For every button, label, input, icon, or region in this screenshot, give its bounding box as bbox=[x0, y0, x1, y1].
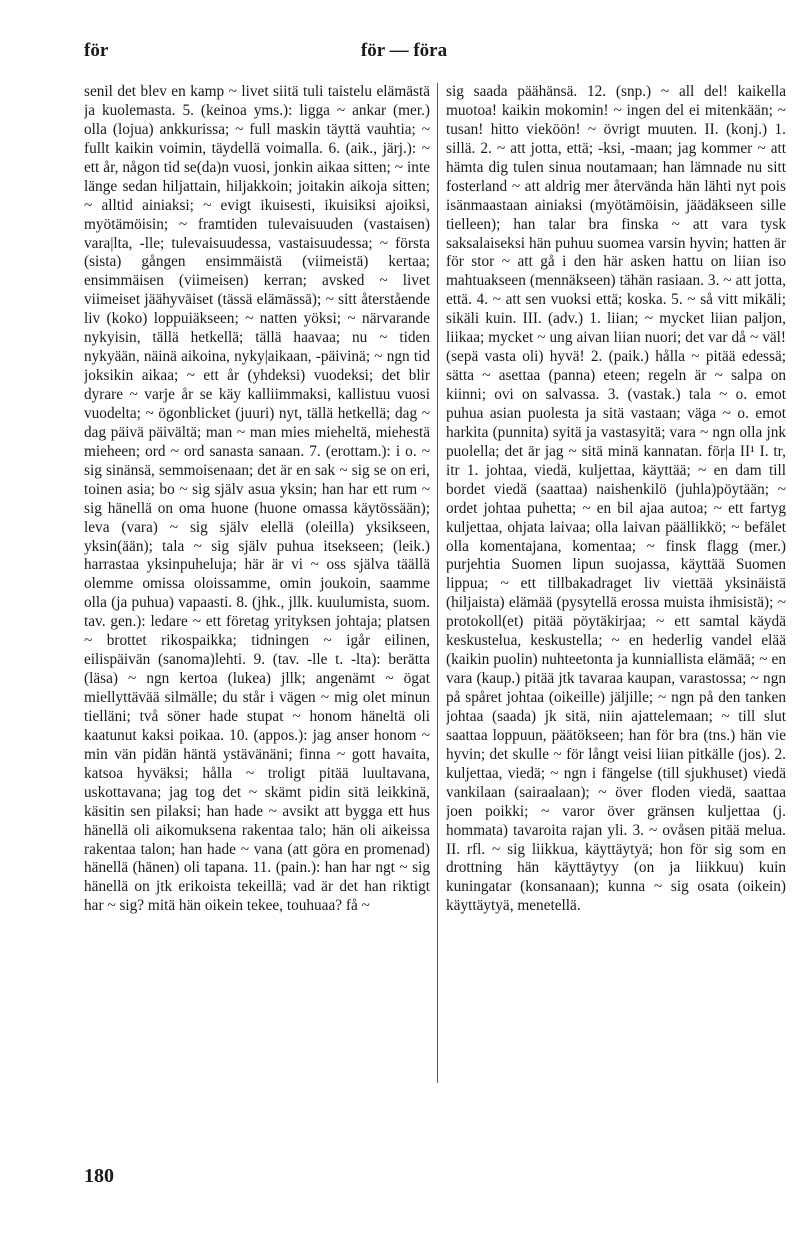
right-column bbox=[446, 83, 786, 1083]
page-header bbox=[0, 40, 808, 70]
page-number: 180 bbox=[84, 1165, 114, 1187]
running-head-left: för bbox=[84, 40, 109, 61]
column-divider bbox=[437, 83, 438, 1083]
left-column bbox=[84, 83, 430, 1083]
right-column-text: sig saada päähänsä. 12. (snp.) ~ all del! kaikella muotoa! kaikin mokomin! ~ ingen del ei mitenkään; ~ tusan! hitto vieköön! ~ övrigt muuten. II. (konj.) 1. sillä. 2. ~ att jotta, että; -ksi, -maan; jag kommer ~ att hämta dig tulen sinua noutamaan; han lämnade nu sitt fosterland ~ att aldrig mer återvända hän lähti nyt pois isänmaastaan ainiaksi (myötämöisin, jäädäkseen sille tielleen); han talar bra finska ~ att vara tysk saksalaiseksi hän puhuu suomea varsin hyvin; hatten är för stor ~ att gå i den här asken hattu on liian iso mahtuakseen (mennäkseen) tähän rasiaan. 3. ~ att jotta, että. 4. ~ att sen vuoksi että; koska. 5. ~ så vitt mikäli; sikäli kuin. III. (adv.) 1. liian; ~ mycket liian paljon, liikaa; mycket ~ ung aivan liian nuori; det var då ~ väl! (sepä vasta oli) hyvä! 2. (paik.) hålla ~ pitää edessä; sätta ~ asettaa (panna) eteen; regeln är ~ salpa on kiinni; ovi on salvassa. 3. (vastak.) tala ~ o. emot puhua asian puolesta ja sitä vastaan; väga ~ o. emot harkita (punnita) syitä ja vastasyitä; vara ~ ngn olla jnk puolella; det är jag ~ sitä minä kannatan. för|a II¹ I. tr, itr 1. johtaa, viedä, kuljettaa, käyttää; ~ en dam till bordet viedä (saattaa) naishenkilö (juhla)pöytään; ~ ordet johtaa puhetta; ~ en bil ajaa autoa; ~ ett fartyg kuljettaa, ohjata laivaa; olla laivan päällikkö; ~ befälet olla komentajana, komentaa; ~ finsk flagg (mer.) purjehtia Suomen lipun suojassa, käyttää Suomen lippua; ~ ett tillbakadraget liv viettää yksinäistä (hiljaista) elämää (pysytellä erossa muista ihmisistä); ~ protokoll(et) pitää pöytäkirjaa; ~ ett samtal käydä keskustelua, keskustella; ~ en hederlig vandel elää (kaikin puolin) nuhteetonta ja kunniallista elämää; ~ en vara (kaup.) pitää jtk tavaraa kaupan, varastossa; ~ ngn på spåret johtaa (oikeille) jäljille; ~ ngn på den tanken johtaa (saada) jk sitä, niin ajattelemaan; ~ till slut saattaa loppuun, päätökseen; han för bra (tns.) hän vie hyvin; det skulle ~ för långt veisi liian pitkälle (jos). 2. kuljettaa, viedä; ~ ngn i fängelse (till sjukhuset) viedä vankilaan (sairaalaan); ~ över floden viedä, saattaa joen poikki; ~ varor över gränsen kuljettaa (j. hommata) tavaroita rajan yli. 3. ~ ovåsen pitää melua. II. rfl. ~ sig liikkua, käyttäytyä; hon för sig som en drottning hän käyttäytyy (on ja liikkuu) kuin kuningatar (konsanaan); kunna ~ sig osata (oikein) käyttäytyä, menetellä. bbox=[446, 83, 786, 915]
left-column-text: senil det blev en kamp ~ livet siitä tuli taistelu elämästä ja kuolemasta. 5. (keinoa yms.): ligga ~ ankar (mer.) olla (lojua) ankkurissa; ~ full maskin täyttä vauhtia; ~ fullt kaikin voimin, täydellä voimalla. 6. (aik., järj.): ~ ett år, någon tid se(da)n vuosi, jonkin aikaa sitten; ~ inte länge sedan hiljattain, hiljakkoin; joitakin aikoja sitten; ~ alltid ainiaksi; ~ evigt ikuisesti, ikuisiksi ajoiksi, myötämöisin; ~ framtiden tulevaisuuden (vastaisen) vara|lta, -lle; tulevaisuudessa, vastaisuudessa; ~ första (sista) gången ensimmäistä (viimeistä) kertaa; ensimmäisen (viimeisen) kerran; avsked ~ livet viimeiset jäähyväiset (tässä elämässä); ~ sitt återstående liv (koko) loppuiäkseen; ~ natten yöksi; ~ närvarande nykyisin, tällä hetkellä; tällä haavaa; nu ~ tiden nykyään, näinä aikoina, nyky|aikaan, -päivinä; ~ ngn tid joksikin aikaa; ~ ett år (yhdeksi) vuodeksi; det blir dyrare ~ varje år se käy kalliimmaksi, kallistuu vuosi vuodelta; ~ ögonblicket (juuri) nyt, tällä hetkellä; dag ~ dag päivä päivältä; man ~ man mies mieheltä, miehestä mieheen; ord ~ ord sanasta sanaan. 7. (erottam.): i o. ~ sig sinänsä, semmoisenaan; det är en sak ~ sig se on eri, toinen asia; bo ~ sig själv asua yksin; han har ett rum ~ sig hänellä on oma huone (huone omassa käytössään); leva (vara) ~ sig själv elellä (oleilla) yksikseen, yksin(ään); tala ~ sig själv puhua itsekseen; (leik.) harrastaa yksinpuheluja; här är vi ~ oss själva täällä olemme omissa oloissamme, omin joukoin, saamme olla (ja puhua) vapaasti. 8. (jhk., jllk. kuulumista, suom. tav. gen.): ledare ~ ett företag yrityksen johtaja; platsen ~ brottet rikospaikka; tidningen ~ igår eilinen, eilispäivän (sanoma)lehti. 9. (tav. -lle t. -lta): berätta (läsa) ~ ngn kertoa (lukea) jllk; angenämt ~ ögat miellyttävää silmälle; du står i vägen ~ mig olet minun tielläni; två söner hade stupat ~ honom häneltä oli kaatunut kaksi poikaa. 10. (appos.): jag anser honom ~ min vän pidän häntä ystävänäni; finna ~ gott havaita, katsoa hyväksi; hålla ~ troligt pitää luultavana, uskottavana; jag tog det ~ skämt pidin sitä leikkinä, käsitin sen pilaksi; han hade ~ avsikt att bygga ett hus hänellä oli aikomuksena rakentaa talo; hän oli aikeissa rakentaa talon; han hade ~ vana (att göra en promenad) hänellä (hänen) oli tapana. 11. (pain.): han har ngt ~ sig hänellä on jtk erikoista tekeillä; vad är det han riktigt har ~ sig? mitä hän oikein tekee, touhuaa? få ~ bbox=[84, 83, 430, 915]
running-head-center: för — föra bbox=[360, 40, 448, 61]
